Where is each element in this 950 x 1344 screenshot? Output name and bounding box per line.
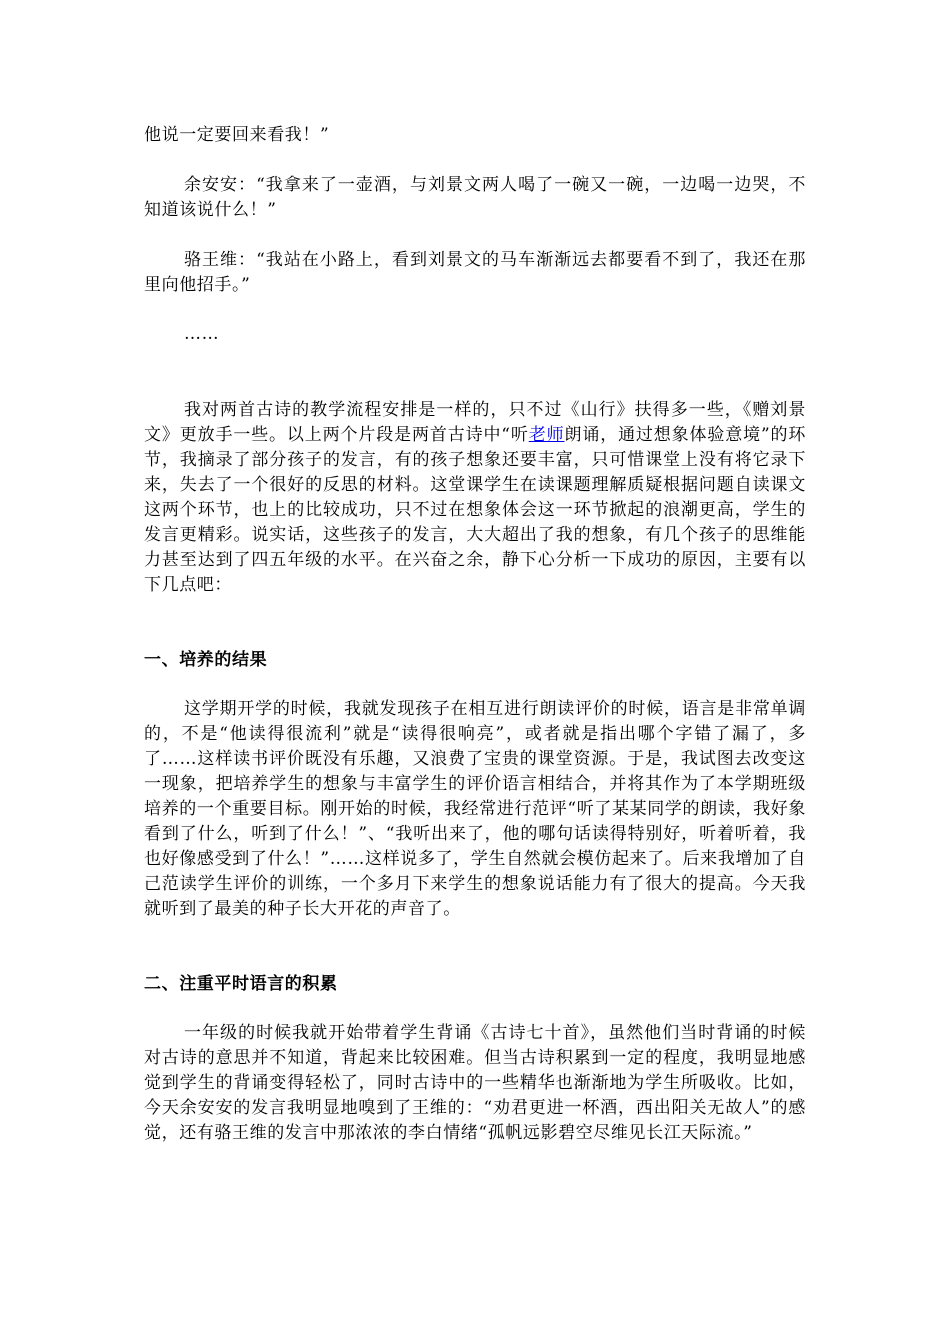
paragraph-luowangwei: 骆王维：“我站在小路上，看到刘景文的马车渐渐远去都要看不到了，我还在那里向他招手。” [144, 250, 806, 295]
paragraph-intro [144, 398, 806, 598]
intro-text-rest: 朗诵，通过想象体验意境”的环节，我摘录了部分孩子的发言，有的孩子想象还要丰富，只可惜课堂上没有将它录下来，失去了一个很好的反思的材料。这堂课学生在读课题理解质疑根据问题自读课文这两个环节，也上的比较成功，只不过在想象体会这一环节掀起的浪潮更高，学生的发言更精彩。说实话，这些孩子的发言，大大超出了我的想象，有几个孩子的思维能力甚至达到了四五年级的水平。在兴奋之余，静下心分析一下成功的原因，主要有以下几点吧： [144, 425, 807, 595]
paragraph-continuation: 他说一定要回来看我！” [144, 125, 330, 145]
teacher-link[interactable]: 老师 [528, 425, 565, 445]
section2-body: 一年级的时候我就开始带着学生背诵《古诗七十首》，虽然他们当时背诵的时候对古诗的意思并不知道，背起来比较困难。但当古诗积累到一定的程度，我明显地感觉到学生的背诵变得轻松了，同时古诗中的一些精华也渐渐地为学生所吸收。比如，今天余安安的发言我明显地嗅到了王维的：“劝君更进一杯酒，西出阳关无故人”的感觉，还有骆王维的发言中那浓浓的李白情绪“孤帆远影碧空尽维见长江天际流。” [144, 1023, 806, 1143]
section1-heading: 一、培养的结果 [144, 650, 268, 670]
ellipsis: …… [184, 324, 220, 344]
section1-body: 这学期开学的时候，我就发现孩子在相互进行朗读评价的时候，语言是非常单调的，不是“他读得很流利”就是“读得很响亮”，或者就是指出哪个字错了漏了，多了……这样读书评价既没有乐趣，又浪费了宝贵的课堂资源。于是，我试图去改变这一现象，把培养学生的想象与丰富学生的评价语言相结合，并将其作为了本学期班级培养的一个重要目标。刚开始的时候，我经常进行范评“听了某某同学的朗读，我好象看到了什么，听到了什么！”、“我听出来了，他的哪句话读得特别好，听着听着，我也好像感受到了什么！”……这样说多了，学生自然就会模仿起来了。后来我增加了自己范读学生评价的训练，一个多月下来学生的想象说话能力有了很大的提高。今天我就听到了最美的种子长大开花的声音了。 [144, 699, 806, 919]
paragraph-yuanan: 余安安：“我拿来了一壶酒，与刘景文两人喝了一碗又一碗，一边喝一边哭，不知道该说什么！” [144, 175, 806, 220]
section2-heading: 二、注重平时语言的积累 [144, 974, 338, 994]
intro-text-start: 我对两首古诗的教学流程安排是一样的，只不过《山行》扶得多一些，《赠刘景文》更放手一些。以上两个片段是两首古诗中“听 [144, 400, 806, 445]
